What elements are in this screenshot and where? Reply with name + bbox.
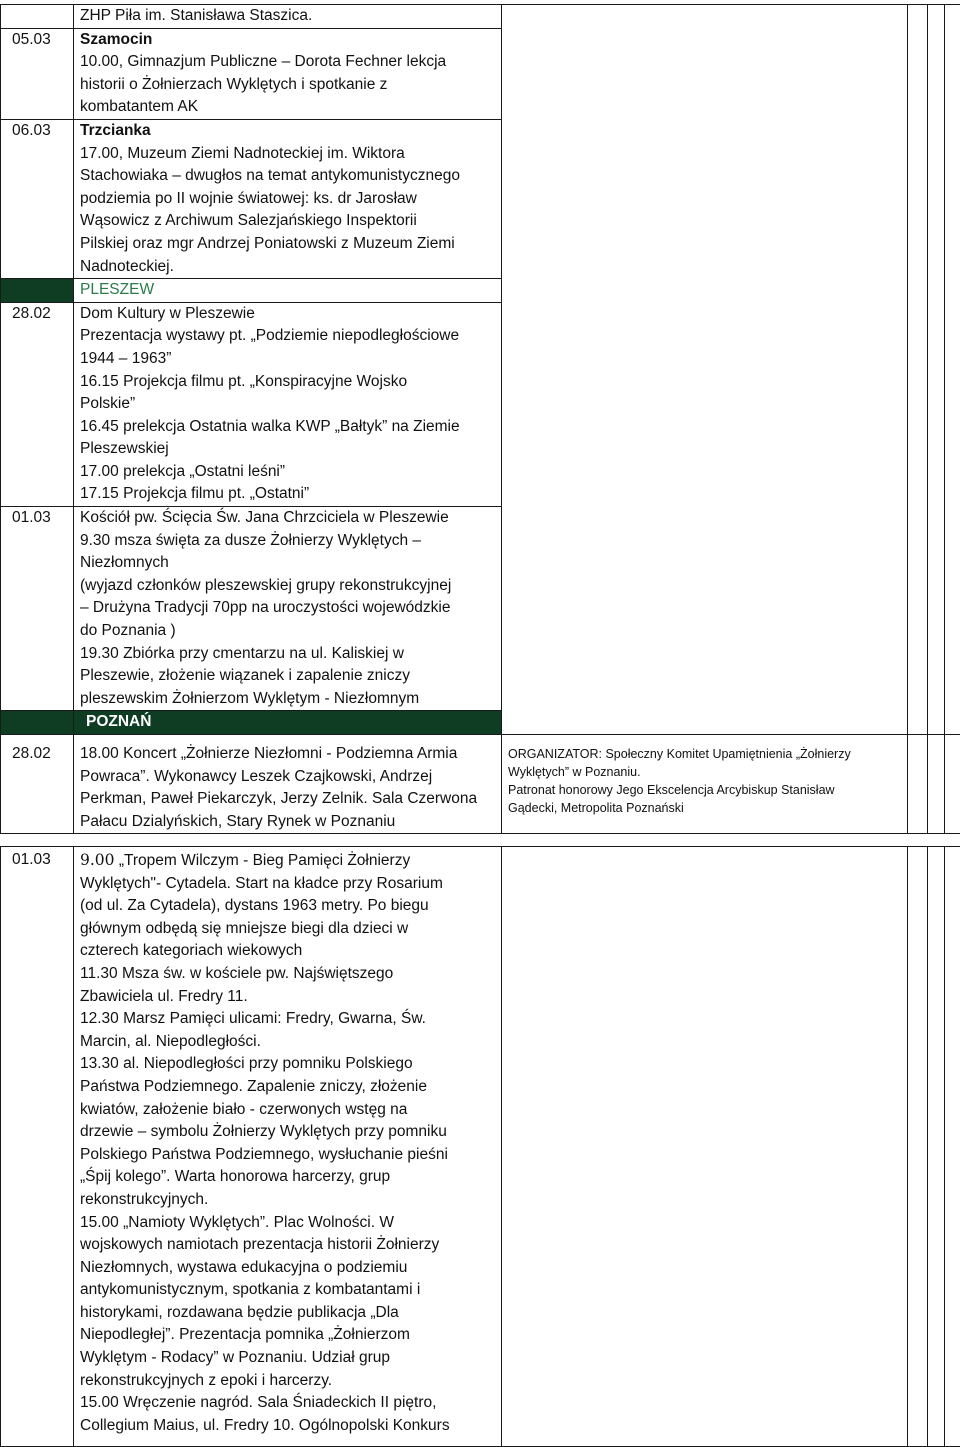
text-line: Perkman, Paweł Piekarczyk, Jerzy Zelnik. Sala Czerwona [80,788,501,811]
text-line: Kościół pw. Ścięcia Św. Jana Chrzciciela w Pleszewie [80,507,501,530]
empty-cell [908,847,928,1447]
date-cell [1,5,74,29]
text-line: historykami, rozdawana będzie publikacja „Dla [80,1302,501,1325]
table-row [1,5,960,29]
text-line: historii o Żołnierzach Wyklętych i spotkanie z [80,74,501,97]
date-cell: 28.02 [1,735,74,834]
text-line: Polskie” [80,393,501,416]
section-label-cell [74,711,502,735]
place-heading: Trzcianka [80,120,501,143]
description-cell [74,5,502,29]
table-row [1,735,960,834]
schedule-table-bottom [0,846,960,1447]
text-line: Marcin, al. Niepodległości. [80,1031,501,1054]
text-line: (od ul. Za Cytadela), dystans 1963 metry. Po biegu [80,895,501,918]
text-line: antykomunistycznym, spotkania z kombatantami i [80,1279,501,1302]
text-line: Pleszewskiej [80,438,501,461]
text-line: Zbawiciela ul. Fredry 11. [80,986,501,1009]
text-line: Wąsowicz z Archiwum Salezjańskiego Inspektorii [80,210,501,233]
text-line: rekonstrukcyjnych z epoki i harcerzy. [80,1370,501,1393]
patronage-line: Gądecki, Metropolita Poznański [508,799,907,817]
text-line [80,849,501,873]
text-line: Dom Kultury w Pleszewie [80,303,501,326]
empty-cell [908,735,928,834]
text-line: 16.15 Projekcja filmu pt. „Konspiracyjne Wojsko [80,371,501,394]
empty-cell [945,735,960,834]
date-cell: 01.03 [1,847,74,1447]
text-line: pleszewskim Żołnierzom Wyklętym - Niezłomnym [80,688,501,711]
empty-cell [928,5,945,735]
empty-cell [945,5,960,735]
text-line: 17.00 prelekcja „Ostatni leśni” [80,461,501,484]
organizer-line: Wyklętych” w Poznaniu. [508,763,907,781]
text-line: 12.30 Marsz Pamięci ulicami: Fredry, Gwarna, Św. [80,1008,501,1031]
text-line: 18.00 Koncert „Żołnierze Niezłomni - Podziemna Armia [80,743,501,766]
date-cell: 28.02 [1,302,74,506]
text-line: 19.30 Zbiórka przy cmentarzu na ul. Kaliskiej w [80,643,501,666]
text-line: „Śpij kolego”. Warta honorowa harcerzy, grup [80,1166,501,1189]
text-line: drzewie – symbolu Żołnierzy Wyklętych przy pomniku [80,1121,501,1144]
description-cell [74,847,502,1447]
text-line: Niepodległej”. Prezentacja pomnika „Żołnierzom [80,1324,501,1347]
text-line: czterech kategoriach wiekowych [80,940,501,963]
empty-cell [945,847,960,1447]
text-line: kombatantem AK [80,96,501,119]
date-cell: 06.03 [1,119,74,278]
empty-cell [908,5,928,735]
table-row [1,847,960,1447]
text-line: Pleszewie, złożenie wiązanek i zapalenie zniczy [80,665,501,688]
text-line: Stachowiaka – dwugłos na temat antykomunistycznego [80,165,501,188]
section-label-pleszew: PLESZEW [74,279,501,302]
text-line: wojskowych namiotach prezentacja historii Żołnierzy [80,1234,501,1257]
section-label-cell [74,279,502,303]
section-date-cell [1,711,74,735]
text-line: Prezentacja wystawy pt. „Podziemie niepodległościowe [80,325,501,348]
text-line: ZHP Piła im. Stanisława Staszica. [80,5,501,28]
text-line: Wyklętym - Rodacy” w Poznaniu. Udział grup [80,1347,501,1370]
text-line: Nadnoteckiej. [80,256,501,279]
text-line: do Poznania ) [80,620,501,643]
schedule-table-top [0,4,960,834]
text-line: Państwa Podziemnego. Zapalenie zniczy, złożenie [80,1076,501,1099]
description-cell [74,507,502,711]
description-cell [74,119,502,278]
date-cell: 05.03 [1,28,74,119]
text-line: rekonstrukcyjnych. [80,1189,501,1212]
text-line: 17.15 Projekcja filmu pt. „Ostatni” [80,483,501,506]
text-line: Collegium Maius, ul. Fredry 10. Ogólnopolski Konkurs [80,1415,501,1438]
organizer-line: ORGANIZATOR: Społeczny Komitet Upamiętnienia „Żołnierzy [508,745,907,763]
text-line: Wyklętych"- Cytadela. Start na kładce przy Rosarium [80,873,501,896]
notes-cell [502,735,908,834]
section-date-cell [1,279,74,303]
text-line: 15.00 Wręczenie nagród. Sala Śniadeckich II piętro, [80,1392,501,1415]
description-cell [74,735,502,834]
text-line: Niezłomnych, wystawa edukacyjna o podziemiu [80,1257,501,1280]
text-line: kwiatów, założenie biało - czerwonych wstęg na [80,1099,501,1122]
text-line: 17.00, Muzeum Ziemi Nadnoteckiej im. Wiktora [80,143,501,166]
text-line: głównym odbędą się mniejsze biegi dla dzieci w [80,918,501,941]
text-line: 1944 – 1963” [80,348,501,371]
text-line: Powraca”. Wykonawcy Leszek Czajkowski, Andrzej [80,766,501,789]
text-line: Polskiego Państwa Podziemnego, wysłuchanie pieśni [80,1144,501,1167]
description-cell [74,302,502,506]
place-heading: Szamocin [80,29,501,52]
text-line: Niezłomnych [80,552,501,575]
text-line: (wyjazd członków pleszewskiej grupy rekonstrukcyjnej [80,575,501,598]
description-cell [74,28,502,119]
text-line: – Drużyna Tradycji 70pp na uroczystości wojewódzkie [80,597,501,620]
text-line: 11.30 Msza św. w kościele pw. Najświętszego [80,963,501,986]
text-line: 15.00 „Namioty Wyklętych”. Plac Wolności. W [80,1212,501,1235]
empty-cell [928,847,945,1447]
notes-cell [502,847,908,1447]
text-line: podziemia po II wojnie światowej: ks. dr Jarosław [80,188,501,211]
empty-cell [928,735,945,834]
text-fragment: „Tropem Wilczym - Bieg Pamięci Żołnierzy [115,852,411,869]
text-line: Pałacu Dzialyńskich, Stary Rynek w Poznaniu [80,811,501,834]
patronage-line: Patronat honorowy Jego Ekscelencja Arcybiskup Stanisław [508,781,907,799]
text-line: 16.45 prelekcja Ostatnia walka KWP „Bałtyk” na Ziemie [80,416,501,439]
text-line: 13.30 al. Niepodległości przy pomniku Polskiego [80,1053,501,1076]
text-line: Pilskiej oraz mgr Andrzej Poniatowski z Muzeum Ziemi [80,233,501,256]
notes-cell [502,5,908,735]
date-cell: 01.03 [1,507,74,711]
section-label-poznan: POZNAŃ [80,711,501,734]
text-line: 9.30 msza święta za dusze Żołnierzy Wyklętych – [80,530,501,553]
time-label: 9.00 [80,851,115,869]
text-line: 10.00, Gimnazjum Publiczne – Dorota Fechner lekcja [80,51,501,74]
